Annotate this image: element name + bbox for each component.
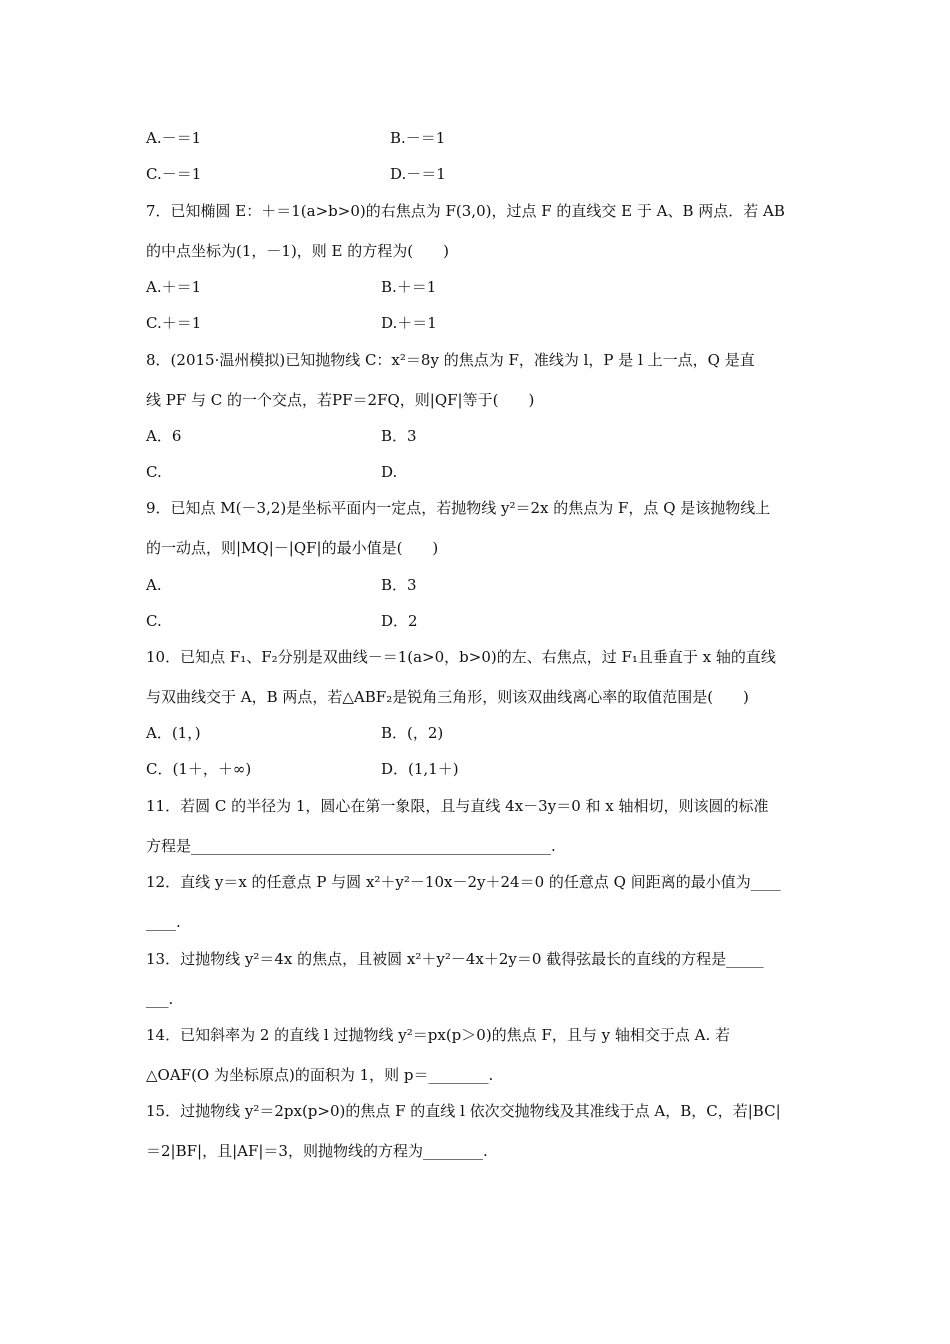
question-text-line: 13．过抛物线 y²＝4x 的焦点，且被圆 x²＋y²－4x＋2y＝0 截得弦最长的直线的方程是_____ <box>146 950 764 968</box>
question-text-line: 与双曲线交于 A，B 两点，若△ABF₂是锐角三角形，则该双曲线离心率的取值范围是( ) <box>146 688 749 706</box>
option-right: B.－＝1 <box>390 129 446 147</box>
question-text-line: 方程是________________________________________________. <box>146 837 556 855</box>
question-text-line: ___. <box>146 990 174 1008</box>
option-left: C. <box>146 612 162 630</box>
question-text-line: 8．(2015·温州模拟)已知抛物线 C：x²＝8y 的焦点为 F，准线为 l，P 是 l 上一点，Q 是直 <box>146 351 755 369</box>
option-left: A.＋＝1 <box>146 278 202 296</box>
question-text-line: 14．已知斜率为 2 的直线 l 过抛物线 y²＝px(p＞0)的焦点 F，且与 y 轴相交于点 A. 若 <box>146 1026 730 1044</box>
option-right: D.－＝1 <box>390 165 446 183</box>
question-text-line: ____. <box>146 913 181 931</box>
option-right: B．3 <box>381 576 417 594</box>
question-text-line: 线 PF 与 C 的一个交点，若PF＝2FQ，则|QF|等于( ) <box>146 391 535 409</box>
option-right: D.＋＝1 <box>381 314 437 332</box>
question-text-line: 7．已知椭圆 E：＋＝1(a>b>0)的右焦点为 F(3,0)，过点 F 的直线交 E 于 A、B 两点．若 AB <box>146 202 785 220</box>
question-text-line: △OAF(O 为坐标原点)的面积为 1，则 p＝________. <box>146 1066 494 1084</box>
option-right: B．(，2) <box>381 724 444 742</box>
question-text-line: 9．已知点 M(－3,2)是坐标平面内一定点，若抛物线 y²＝2x 的焦点为 F，点 Q 是该抛物线上 <box>146 499 771 517</box>
option-right: D. <box>381 463 398 481</box>
option-right: B．3 <box>381 427 417 445</box>
option-left: A. <box>146 576 162 594</box>
option-left: C.－＝1 <box>146 165 202 183</box>
option-right: D．(1,1＋) <box>381 760 459 778</box>
question-text-line: 的中点坐标为(1，－1)，则 E 的方程为( ) <box>146 242 449 260</box>
question-text-line: 的一动点，则|MQ|－|QF|的最小值是( ) <box>146 539 439 557</box>
option-left: A.－＝1 <box>146 129 202 147</box>
question-text-line: 12．直线 y＝x 的任意点 P 与圆 x²＋y²－10x－2y＋24＝0 的任意点 Q 间距离的最小值为____ <box>146 873 781 891</box>
option-left: C. <box>146 463 162 481</box>
option-left: A．(1，) <box>146 724 201 742</box>
question-text-line: 11．若圆 C 的半径为 1，圆心在第一象限，且与直线 4x－3y＝0 和 x 轴相切，则该圆的标准 <box>146 797 769 815</box>
option-left: A．6 <box>146 427 182 445</box>
option-right: D．2 <box>381 612 418 630</box>
question-text-line: 10．已知点 F₁、F₂分别是双曲线－＝1(a>0，b>0)的左、右焦点，过 F₁且垂直于 x 轴的直线 <box>146 648 776 666</box>
option-left: C.＋＝1 <box>146 314 202 332</box>
question-text-line: ＝2|BF|，且|AF|＝3，则抛物线的方程为________. <box>146 1142 488 1160</box>
option-left: C．(1＋，＋∞) <box>146 760 252 778</box>
option-right: B.＋＝1 <box>381 278 437 296</box>
question-text-line: 15．过抛物线 y²＝2px(p>0)的焦点 F 的直线 l 依次交抛物线及其准线于点 A，B，C，若|BC| <box>146 1102 781 1120</box>
